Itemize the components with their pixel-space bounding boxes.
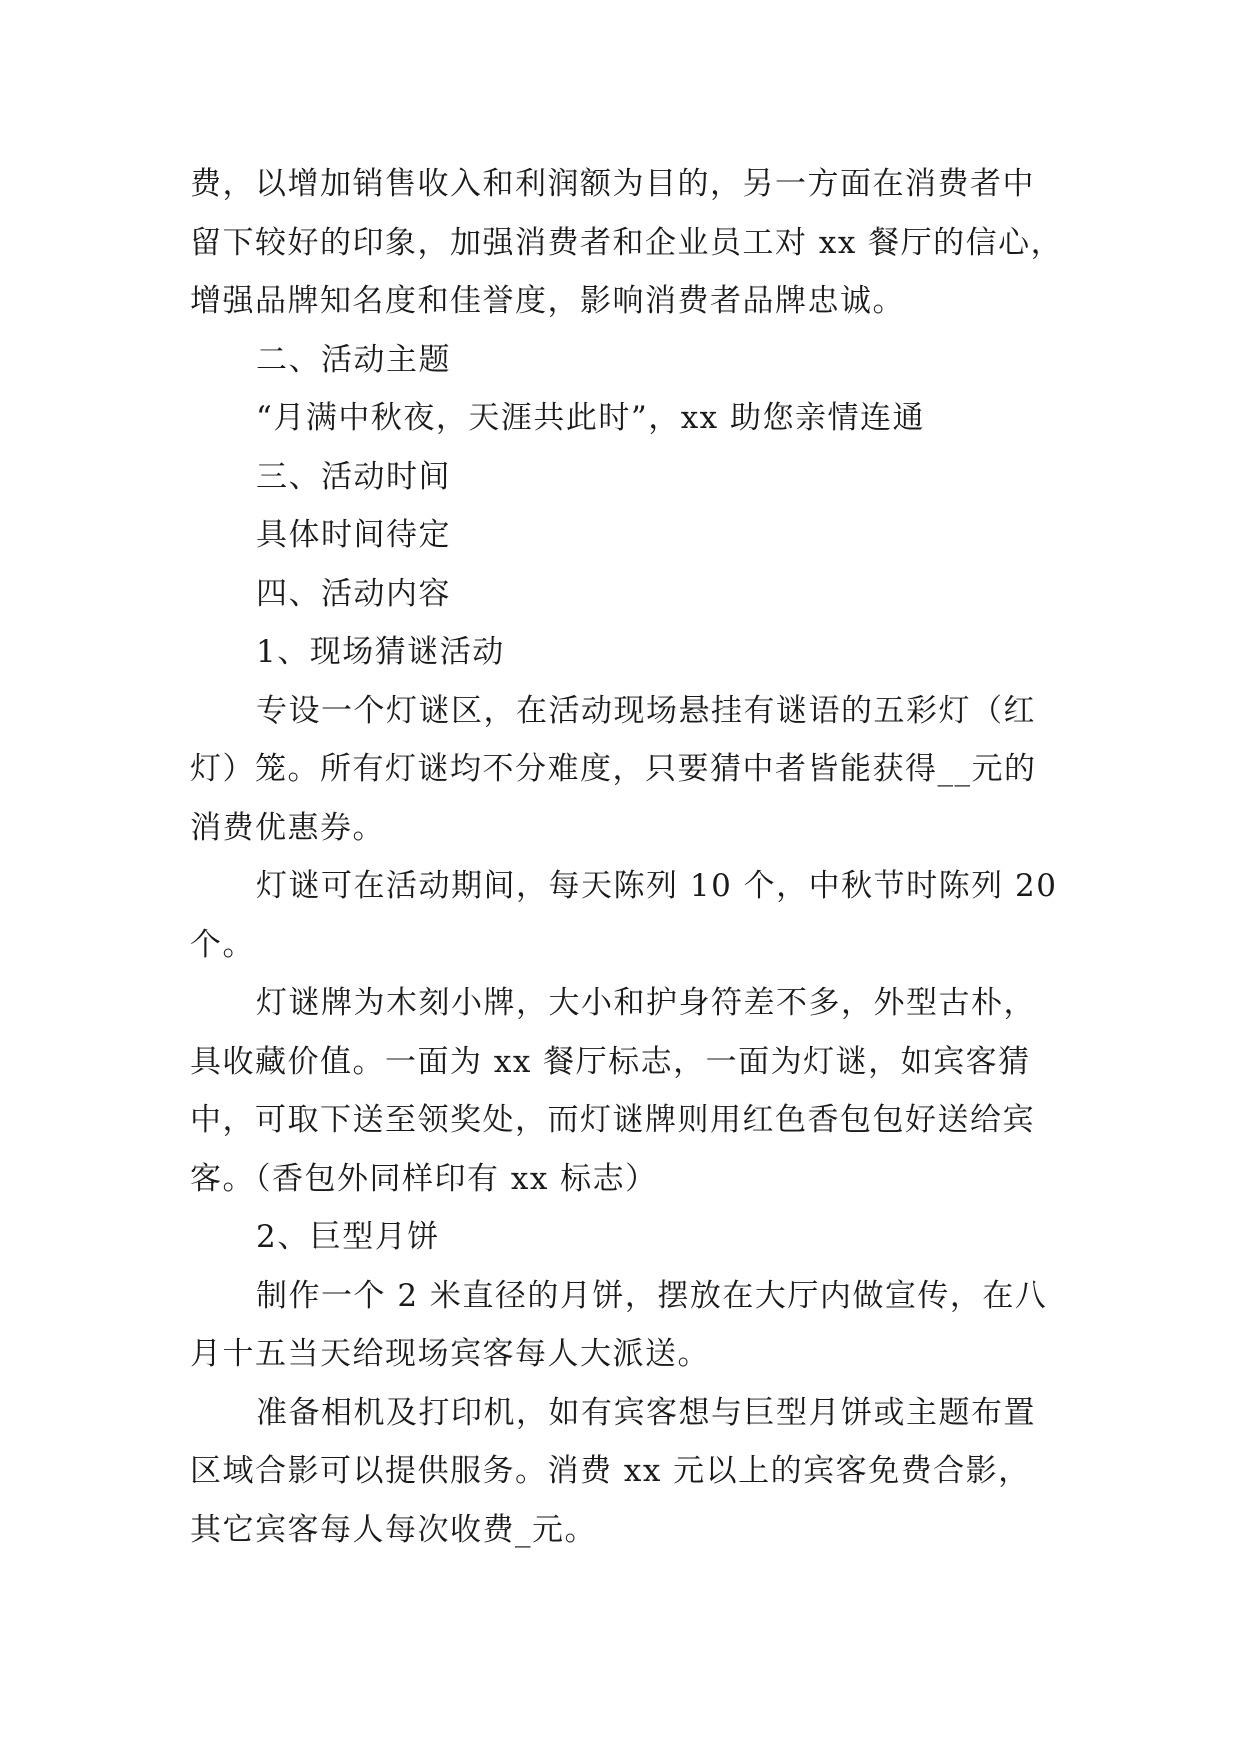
paragraph-line: 区域合影可以提供服务。消费 xx 元以上的宾客免费合影，: [190, 1453, 1031, 1489]
paragraph-line: 具收藏价值。一面为 xx 餐厅标志，一面为灯谜，如宾客猜: [190, 1043, 1031, 1080]
paragraph-line: 中，可取下送至领奖处，而灯谜牌则用红色香包包好送给宾: [190, 1102, 1035, 1138]
document-page: [190, 155, 1070, 1559]
paragraph-line: 客。（香包外同样印有 xx 标志）: [190, 1160, 658, 1197]
paragraph-line: 灯谜牌为木刻小牌，大小和护身符差不多，外型古朴，: [256, 985, 1036, 1021]
subsection-heading: 1、现场猜谜活动: [256, 634, 505, 670]
paragraph-line: 灯）笼。所有灯谜均不分难度，只要猜中者皆能获得__元的: [190, 751, 1037, 787]
paragraph-line: 费，以增加销售收入和利润额为目的，另一方面在消费者中: [190, 166, 1035, 202]
paragraph-line: 专设一个灯谜区，在活动现场悬挂有谜语的五彩灯（红: [256, 692, 1036, 729]
paragraph-line: 消费优惠券。: [190, 809, 385, 846]
section-heading: 三、活动时间: [256, 458, 451, 495]
paragraph-line: 具体时间待定: [256, 517, 451, 553]
subsection-heading: 2、巨型月饼: [256, 1219, 440, 1255]
section-heading: 二、活动主题: [256, 341, 451, 378]
paragraph-line: 个。: [190, 926, 255, 963]
paragraph-line: “月满中秋夜，天涯共此时”，xx 助您亲情连通: [256, 400, 926, 436]
paragraph-line: 其它宾客每人每次收费_元。: [190, 1511, 597, 1548]
section-heading: 四、活动内容: [256, 575, 451, 612]
paragraph-line: 准备相机及打印机，如有宾客想与巨型月饼或主题布置: [256, 1394, 1036, 1431]
paragraph-line: 灯谜可在活动期间，每天陈列 10 个，中秋节时陈列 20: [256, 868, 1058, 904]
paragraph-line: 增强品牌知名度和佳誉度，影响消费者品牌忠诚。: [190, 283, 905, 319]
paragraph-line: 月十五当天给现场宾客每人大派送。: [190, 1336, 710, 1372]
paragraph-line: 留下较好的印象，加强消费者和企业员工对 xx 餐厅的信心，: [190, 224, 1064, 261]
paragraph-line: 制作一个 2 米直径的月饼，摆放在大厅内做宣传，在八: [256, 1277, 1048, 1314]
